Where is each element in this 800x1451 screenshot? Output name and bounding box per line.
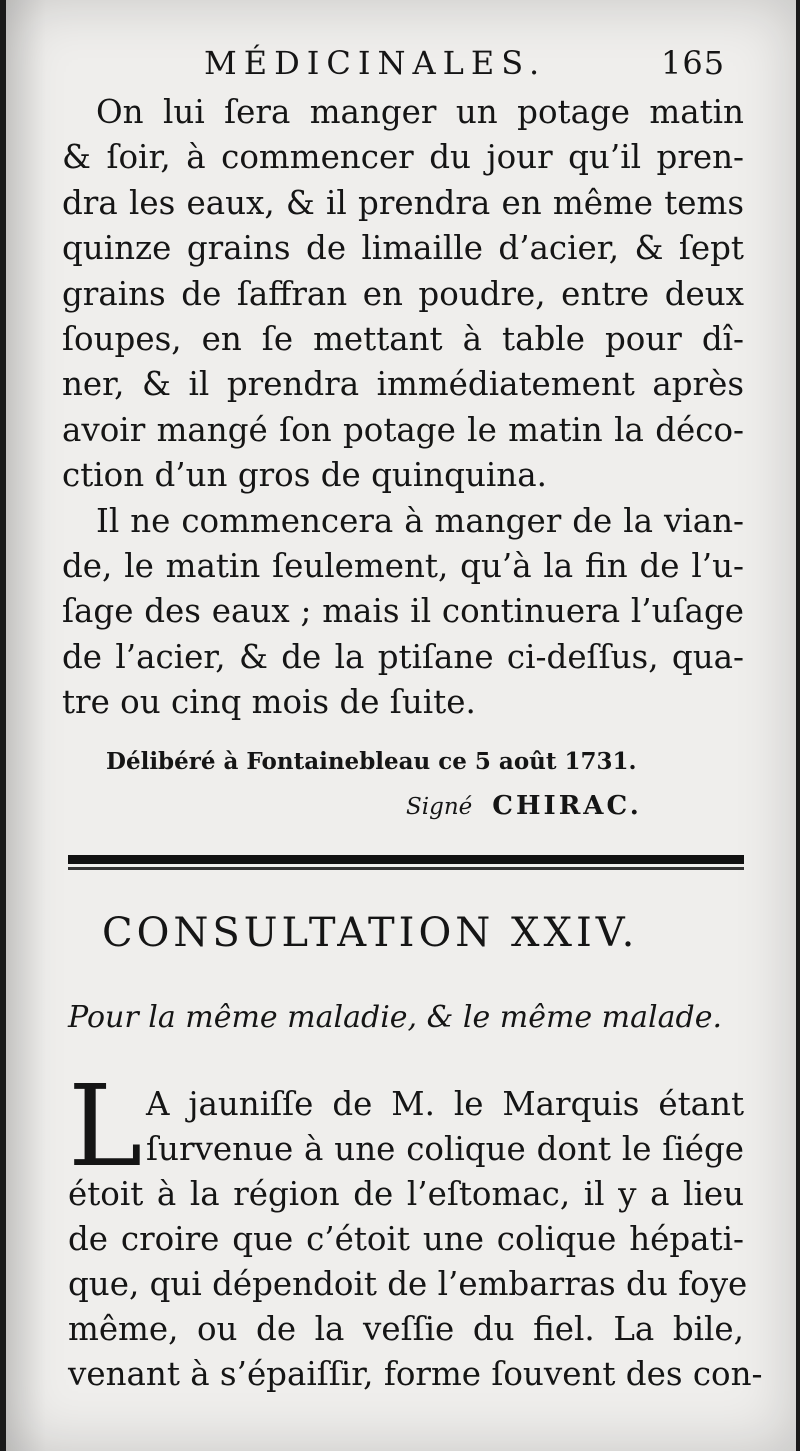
text-line: On lui ſera manger un potage matin bbox=[96, 93, 744, 131]
book-page bbox=[6, 0, 796, 1451]
text-line: de, le matin ſeulement, qu’à la fin de l’u- bbox=[62, 547, 744, 586]
text-line: même, ou de la veſſie du fiel. La bile, bbox=[68, 1310, 744, 1348]
text-line: ction d’un gros de quinquina. bbox=[62, 456, 547, 495]
text-line: venant à s’épaiſſir, forme ſouvent des con- bbox=[68, 1355, 763, 1393]
text-line: & ſoir, à commencer du jour qu’il pren- bbox=[62, 138, 744, 177]
signed-line bbox=[106, 784, 746, 829]
text-line: avoir mangé ſon potage le matin la déco- bbox=[62, 410, 744, 449]
page-gutter-shadow bbox=[6, 0, 46, 1451]
drop-cap: L bbox=[68, 1062, 143, 1192]
section-divider-rule bbox=[68, 855, 744, 871]
signe-label: Signé bbox=[406, 794, 473, 820]
text-line: grains de ſaffran en poudre, entre deux bbox=[62, 274, 744, 313]
text-line: A jauniſſe de M. le Marquis étant bbox=[146, 1085, 744, 1123]
text-line: de croire que c’étoit une colique hépati- bbox=[68, 1220, 744, 1258]
running-title: MÉDICINALES. bbox=[204, 44, 547, 82]
paragraph-2 bbox=[62, 499, 744, 726]
body-text bbox=[62, 90, 744, 726]
signatory-name: CHIRAC. bbox=[492, 791, 642, 821]
text-line: étoit à la région de l’eſtomac, il y a lieu bbox=[68, 1175, 744, 1213]
text-line: Il ne commencera à manger de la vian- bbox=[96, 501, 744, 540]
text-line: dra les eaux, & il prendra en même tems bbox=[62, 183, 744, 222]
section-subtitle: Pour la même maladie, & le même malade. bbox=[68, 1000, 722, 1035]
divider-thin-line bbox=[68, 867, 744, 870]
text-line: de l’acier, & de la ptiſane ci-deſſus, qua- bbox=[62, 637, 744, 676]
text-line: que, qui dépendoit de l’embarras du foye bbox=[68, 1265, 748, 1303]
text-line: ner, & il prendra immédiatement après bbox=[62, 365, 744, 404]
deliberation-line: Délibéré à Fontainebleau ce 5 août 1731. bbox=[106, 748, 637, 775]
text-line: ſage des eaux ; mais il continuera l’uſage bbox=[62, 592, 744, 631]
paragraph-3 bbox=[68, 1062, 763, 1397]
page-number: 165 bbox=[661, 44, 726, 82]
text-line: tre ou cinq mois de ſuite. bbox=[62, 683, 476, 722]
section-title: CONSULTATION XXIV. bbox=[102, 910, 639, 956]
signature-block bbox=[106, 740, 746, 829]
divider-thick-line bbox=[68, 855, 744, 864]
text-line: ſoupes, en ſe mettant à table pour dî- bbox=[62, 320, 744, 359]
paragraph-1 bbox=[62, 90, 744, 499]
text-line: ſurvenue à une colique dont le ſiége bbox=[146, 1130, 744, 1168]
text-line: quinze grains de limaille d’acier, & ſept bbox=[62, 229, 744, 268]
page-header bbox=[6, 40, 796, 90]
